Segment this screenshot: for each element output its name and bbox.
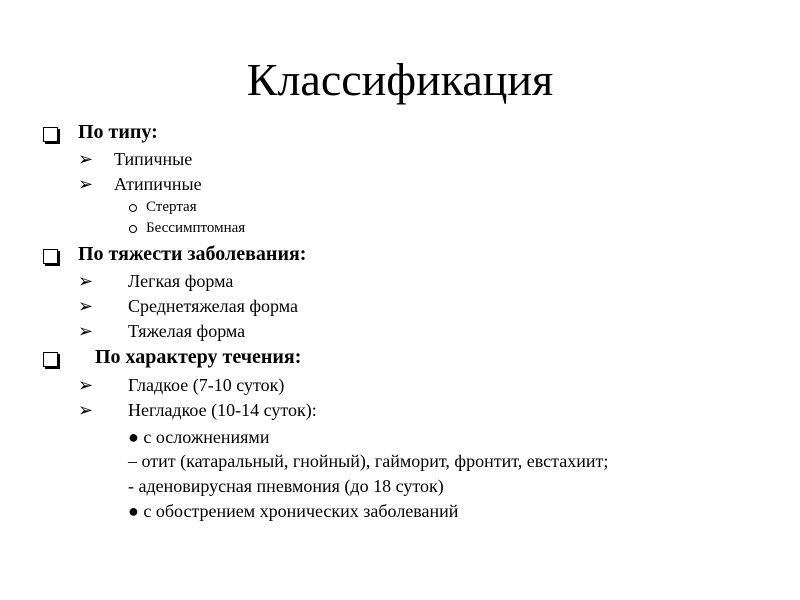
- sub-list-item: Бессимптомная: [146, 220, 246, 236]
- detail-line: ● с обострением хронических заболеваний: [128, 501, 459, 521]
- detail-line: - аденовирусная пневмония (до 18 суток): [128, 476, 444, 496]
- list-item: Гладкое (7-10 суток): [128, 375, 285, 395]
- arrow-bullet-icon: ➢: [78, 149, 94, 169]
- section-heading-severity: По тяжести заболевания:: [78, 243, 307, 265]
- list-item: Негладкое (10-14 суток):: [128, 400, 317, 420]
- list-item: Среднетяжелая форма: [128, 296, 299, 316]
- arrow-bullet-icon: ➢: [78, 296, 94, 316]
- checkbox-bullet-icon: [43, 127, 58, 142]
- arrow-bullet-icon: ➢: [78, 321, 94, 341]
- section-heading-type: По типу:: [78, 121, 158, 143]
- sub-list-item: Стертая: [146, 199, 197, 215]
- checkbox-bullet-icon: [43, 249, 58, 264]
- slide-title: Классификация: [246, 54, 554, 105]
- list-item: Атипичные: [114, 174, 202, 194]
- circle-bullet-icon: [129, 225, 137, 233]
- arrow-bullet-icon: ➢: [78, 174, 94, 194]
- list-item: Типичные: [114, 149, 193, 169]
- section-heading-course: По характеру течения:: [95, 346, 302, 368]
- detail-line: ● с осложнениями: [128, 427, 270, 447]
- arrow-bullet-icon: ➢: [78, 375, 94, 395]
- list-item: Тяжелая форма: [128, 321, 246, 341]
- list-item: Легкая форма: [128, 271, 234, 291]
- checkbox-bullet-icon: [43, 352, 58, 367]
- detail-line: – отит (катаральный, гнойный), гайморит, фронтит, евстахиит;: [128, 451, 609, 471]
- arrow-bullet-icon: ➢: [78, 271, 94, 291]
- arrow-bullet-icon: ➢: [78, 400, 94, 420]
- circle-bullet-icon: [129, 204, 137, 212]
